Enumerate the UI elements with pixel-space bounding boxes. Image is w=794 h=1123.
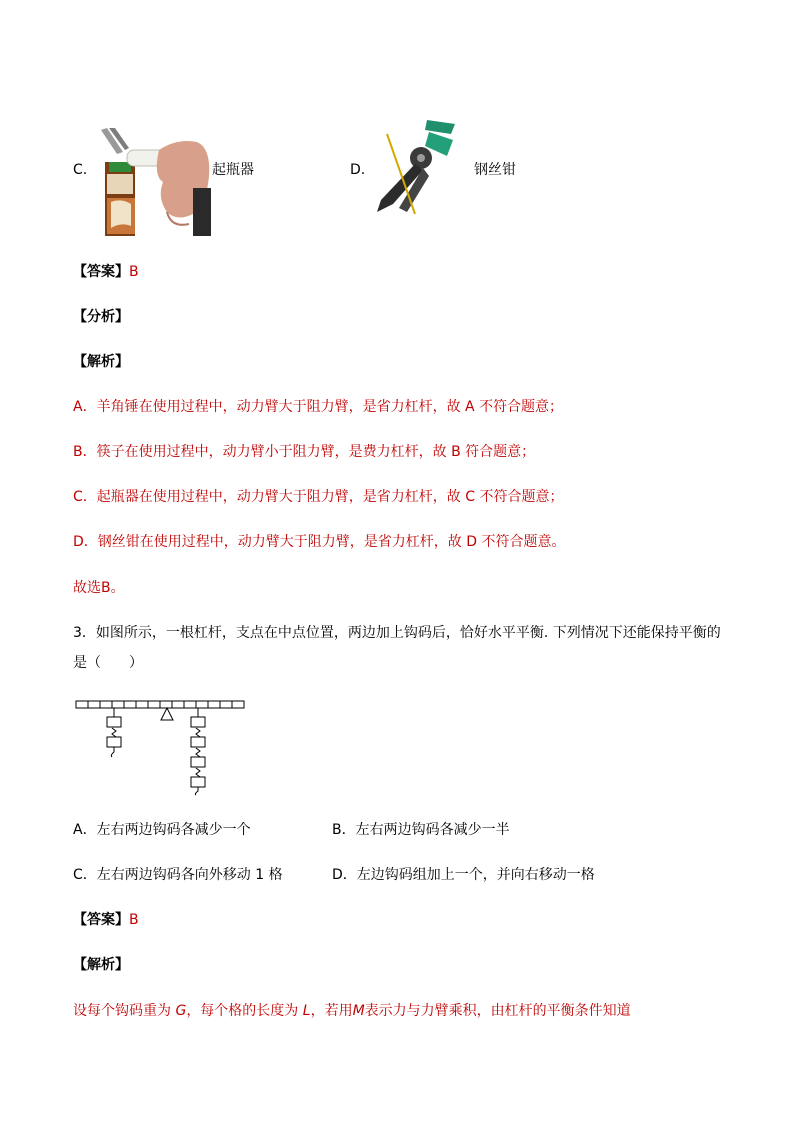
q3-explanation-label: 【解析】 [73, 957, 129, 973]
q3-stem-line1: 3．如图所示，一根杠杆，支点在中点位置，两边加上钩码后，恰好水平平衡. 下列情况下还能保持平衡的 [73, 625, 721, 641]
q3-option-b: B．左右两边钩码各减少一半 [332, 822, 510, 838]
q3-option-d: D．左边钩码组加上一个，并向右移动一格 [332, 867, 595, 883]
conclusion: 故选B。 [73, 580, 125, 596]
answer-value: B [129, 264, 139, 280]
explanation-line-c: C．起瓶器在使用过程中，动力臂大于阻力臂，是省力杠杆，故 C 不符合题意； [73, 489, 564, 505]
explanation-line-b: B．筷子在使用过程中，动力臂小于阻力臂，是费力杠杆，故 B 符合题意； [73, 444, 536, 460]
option-c-label: C. [73, 162, 88, 178]
bottle-opener-image [97, 128, 211, 236]
q3-explanation-text: 设每个钩码重为 G，每个格的长度为 L，若用M表示力与力臂乘积，由杠杆的平衡条件知道 [73, 1003, 631, 1019]
option-c-name: 起瓶器 [212, 162, 254, 178]
explanation-label: 【解析】 [73, 354, 129, 370]
explanation-line-d: D．钢丝钳在使用过程中，动力臂大于阻力臂，是省力杠杆，故 D 不符合题意。 [73, 534, 566, 550]
option-d-label: D. [350, 162, 366, 178]
analysis-label: 【分析】 [73, 309, 129, 325]
q3-answer-value: B [129, 912, 139, 928]
q3-option-a: A．左右两边钩码各减少一个 [73, 822, 251, 838]
lever-diagram [74, 700, 248, 796]
q3-answer [73, 911, 139, 929]
q3-stem-line2: 是（ ） [73, 655, 143, 671]
q2-answer [73, 263, 139, 281]
answer-label: 【答案】 [73, 264, 129, 280]
explanation-line-a: A．羊角锤在使用过程中，动力臂大于阻力臂，是省力杠杆，故 A 不符合题意； [73, 399, 564, 415]
q3-answer-label: 【答案】 [73, 912, 129, 928]
q3-option-c: C．左右两边钩码各向外移动 1 格 [73, 867, 283, 883]
option-d-name: 钢丝钳 [474, 162, 516, 178]
pliers-image [373, 120, 457, 216]
